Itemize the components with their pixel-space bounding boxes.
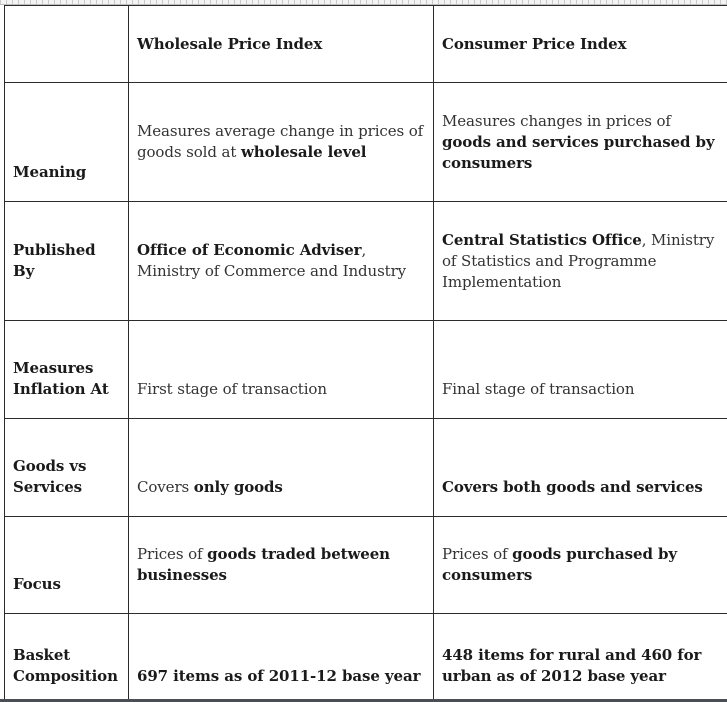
comparison-table [4, 5, 727, 702]
row-label-measures-inflation-at: Measures Inflation At [5, 321, 129, 419]
cell-cpi-focus [434, 517, 727, 614]
table-row [5, 614, 727, 702]
text-run-bold: goods traded between businesses [137, 545, 390, 584]
table-header-row [5, 6, 727, 83]
text-run: , Ministry of Statistics and Programme Implementation [442, 230, 715, 291]
cell-wpi-meaning [129, 83, 434, 202]
cell-cpi-published-by [434, 202, 727, 321]
table-row [5, 321, 727, 419]
text-run-bold: Central Statistics Office [442, 230, 642, 249]
header-cpi: Consumer Price Index [434, 6, 727, 83]
cell-cpi-meaning [434, 83, 727, 202]
text-run-bold: Covers both goods and services [442, 478, 703, 496]
text-run-bold: wholesale level [240, 143, 367, 161]
header-wpi: Wholesale Price Index [129, 6, 434, 83]
header-corner-cell [5, 6, 129, 83]
text-run: First stage of transaction [137, 380, 327, 398]
table-row [5, 517, 727, 614]
table-row [5, 202, 727, 321]
row-label-goods-vs-services: Goods vs Services [5, 419, 129, 517]
text-run-bold: 448 items for rural and 460 for urban as of 2012 base year [442, 646, 702, 685]
text-run-bold: only goods [193, 478, 283, 496]
row-label-published-by: Published By [5, 202, 129, 321]
cell-wpi-focus [129, 517, 434, 614]
text-run: , Ministry of Commerce and Industry [137, 241, 407, 280]
text-run-bold: goods and services purchased by consumers [442, 132, 715, 172]
cell-cpi-measures-inflation-at [434, 321, 727, 419]
text-run: Prices of [137, 545, 208, 563]
text-run: Final stage of transaction [442, 380, 635, 398]
text-run: Measures changes in prices of [442, 111, 671, 130]
cell-cpi-goods-vs-services [434, 419, 727, 517]
table-row [5, 419, 727, 517]
cell-cpi-basket-composition [434, 614, 727, 702]
cell-wpi-published-by [129, 202, 434, 321]
row-label-basket-composition: Basket Composition [5, 614, 129, 702]
text-run-bold: Office of Economic Adviser [137, 241, 362, 259]
text-run-bold: 697 items as of 2011-12 base year [137, 667, 421, 685]
cell-wpi-basket-composition [129, 614, 434, 702]
row-label-focus: Focus [5, 517, 129, 614]
cell-wpi-goods-vs-services [129, 419, 434, 517]
text-run-bold: goods purchased by consumers [442, 545, 677, 584]
cell-wpi-measures-inflation-at [129, 321, 434, 419]
text-run: Measures average change in prices of goods sold at [137, 122, 424, 161]
table-row [5, 83, 727, 202]
text-run: Prices of [442, 545, 513, 563]
row-label-meaning: Meaning [5, 83, 129, 202]
text-run: Covers [137, 478, 194, 496]
